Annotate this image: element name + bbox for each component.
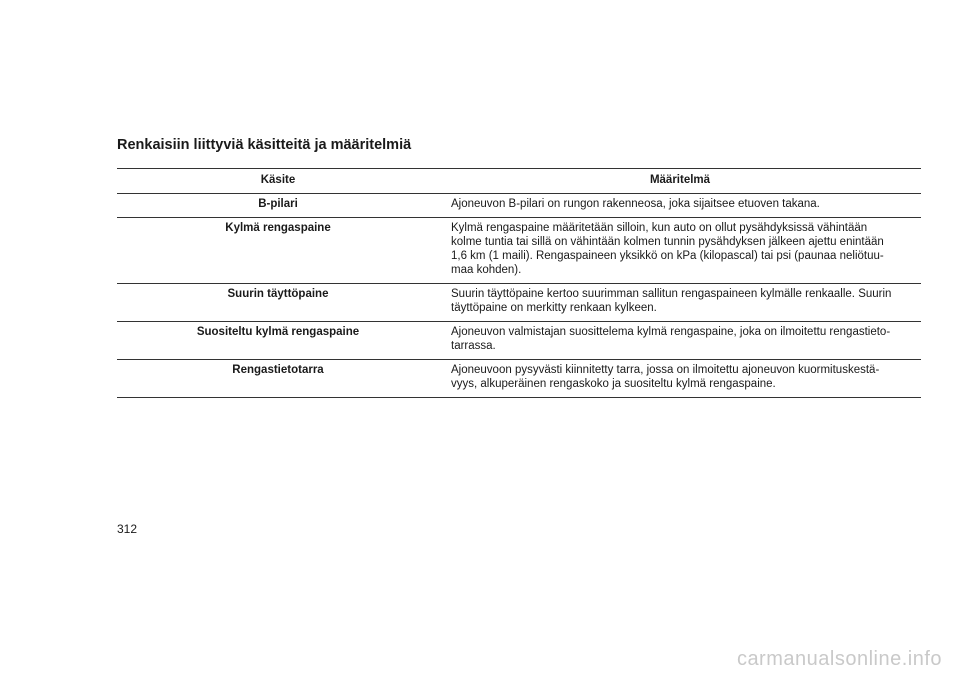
definition-cell <box>439 284 921 322</box>
definition-line: kolme tuntia tai sillä on vähintään kolmen tunnin pysähdyksen jälkeen ajettu enintään <box>451 236 884 248</box>
table-row <box>117 218 921 284</box>
definition-cell <box>439 194 921 218</box>
definition-line: Ajoneuvoon pysyvästi kiinnitetty tarra, jossa on ilmoitettu ajoneuvon kuormituskestä- <box>451 364 880 376</box>
definition-cell <box>439 218 921 284</box>
definition-line: Ajoneuvon B-pilari on rungon rakenneosa, joka sijaitsee etuoven takana. <box>451 198 820 210</box>
definition-line: maa kohden). <box>451 264 522 276</box>
table-row <box>117 194 921 218</box>
table-row <box>117 360 921 398</box>
section-title: Renkaisiin liittyviä käsitteitä ja määritelmiä <box>117 137 412 153</box>
table-row <box>117 322 921 360</box>
definition-line: Suurin täyttöpaine kertoo suurimman sallitun rengaspaineen kylmälle renkaalle. Suurin <box>451 288 892 300</box>
definition-line: täyttöpaine on merkitty renkaan kylkeen. <box>451 302 657 314</box>
term-cell: Suurin täyttöpaine <box>117 284 439 322</box>
watermark-text: carmanualsonline.info <box>736 648 942 670</box>
page-number: 312 <box>117 522 138 536</box>
table-header-row <box>117 169 921 194</box>
definition-line: tarrassa. <box>451 340 496 352</box>
definition-line: 1,6 km (1 maili). Rengaspaineen yksikkö on kPa (kilopascal) tai psi (paunaa neliötuu- <box>451 250 884 262</box>
term-cell: Suositeltu kylmä rengaspaine <box>117 322 439 360</box>
table-row <box>117 284 921 322</box>
term-cell: B-pilari <box>117 194 439 218</box>
definition-cell <box>439 360 921 398</box>
terms-table <box>117 168 921 398</box>
definition-line: Kylmä rengaspaine määritetään silloin, kun auto on ollut pysähdyksissä vähintään <box>451 222 868 234</box>
definition-line: vyys, alkuperäinen rengaskoko ja suositeltu kylmä rengaspaine. <box>451 378 776 390</box>
term-cell: Kylmä rengaspaine <box>117 218 439 284</box>
term-cell: Rengastietotarra <box>117 360 439 398</box>
header-definition: Määritelmä <box>439 169 921 194</box>
definition-cell <box>439 322 921 360</box>
header-term: Käsite <box>117 169 439 194</box>
definition-line: Ajoneuvon valmistajan suosittelema kylmä rengaspaine, joka on ilmoitettu rengastieto- <box>451 326 891 338</box>
